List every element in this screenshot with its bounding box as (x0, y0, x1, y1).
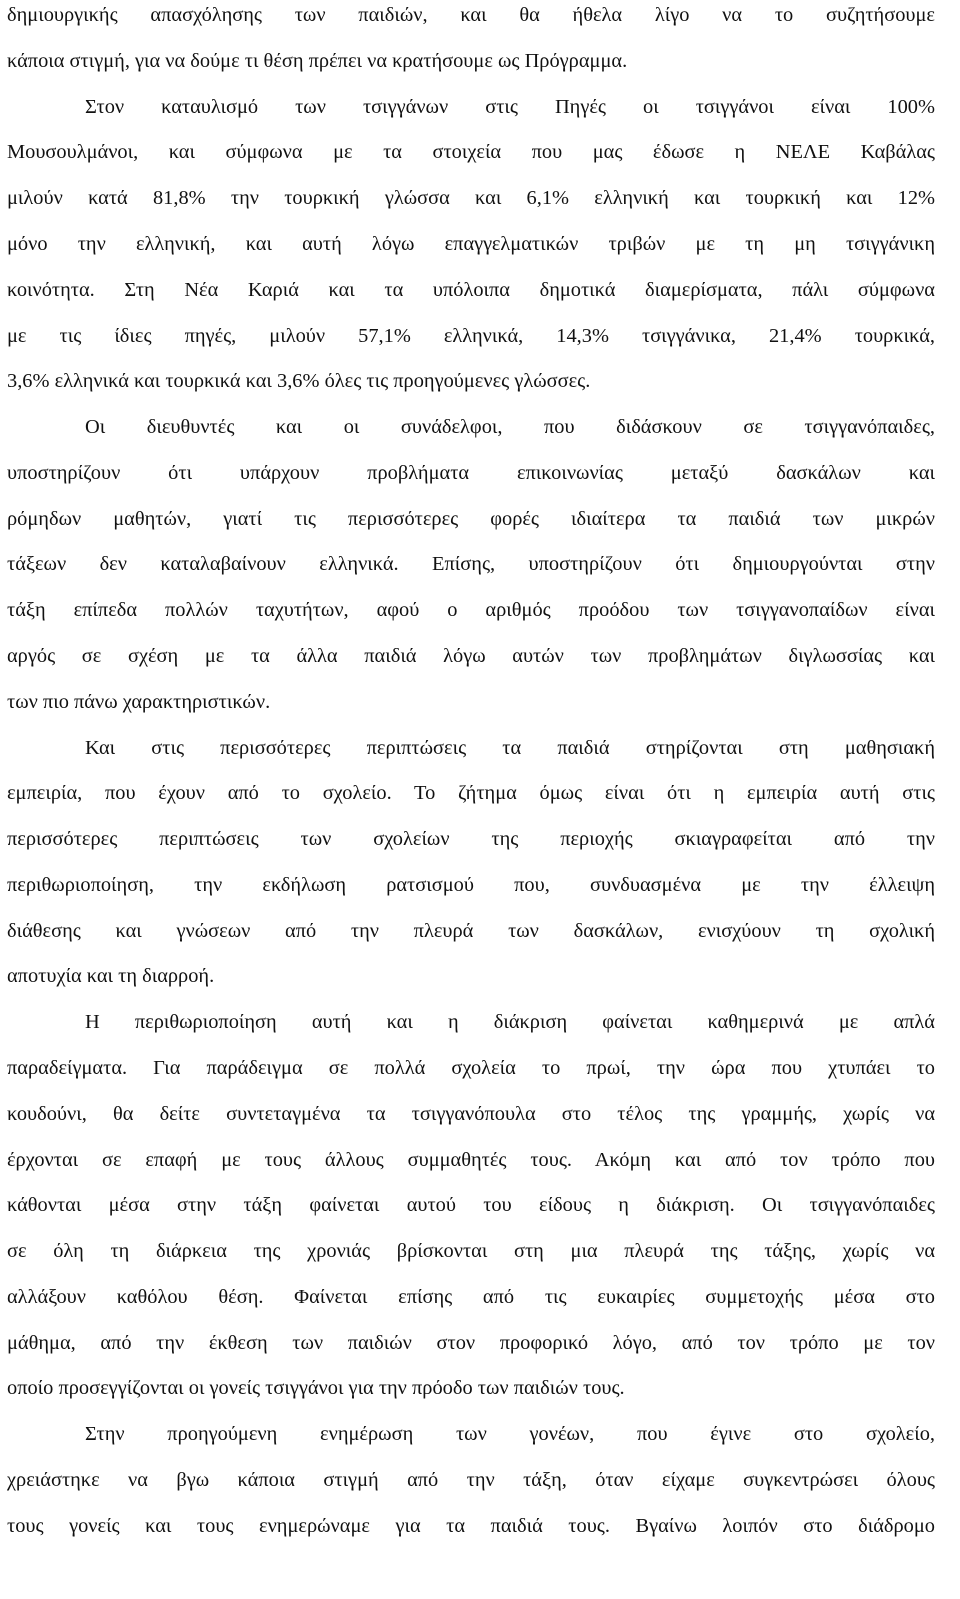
text-line: αποτυχία και τη διαρροή. (7, 965, 215, 988)
paragraph-first-line: Και στις περισσότερες περιπτώσεις τα παιδιά στηρίζονται στη μαθησιακή (85, 736, 935, 759)
text-line: παραδείγματα. Για παράδειγμα σε πολλά σχολεία το πρωί, την ώρα που χτυπάει το (7, 1056, 935, 1079)
text-line: περιθωριοποίηση, την εκδήλωση ρατσισμού που, συνδυασμένα με την έλλειψη (7, 873, 935, 896)
text-line: σε όλη τη διάρκεια της χρονιάς βρίσκονται στη μια πλευρά της τάξης, χωρίς να (7, 1240, 935, 1263)
paragraph-first-line: Η περιθωριοποίηση αυτή και η διάκριση φαίνεται καθημερινά με απλά (85, 1011, 935, 1034)
text-line: κουδούνι, θα δείτε συντεταγμένα τα τσιγγανόπουλα στο τέλος της γραμμής, χωρίς να (7, 1102, 935, 1125)
text-line: αλλάξουν καθόλου θέση. Φαίνεται επίσης από τις ευκαιρίες συμμετοχής μέσα στο (7, 1285, 935, 1308)
text-line: τους γονείς και τους ενημερώναμε για τα παιδιά τους. Βγαίνω λοιπόν στο διάδρομο (7, 1514, 935, 1537)
text-line: έρχονται σε επαφή με τους άλλους συμμαθητές τους. Ακόμη και από τον τρόπο που (7, 1148, 935, 1171)
text-line: μιλούν κατά 81,8% την τουρκική γλώσσα και 6,1% ελληνική και τουρκική και 12% (7, 187, 935, 210)
text-line: τάξεων δεν καταλαβαίνουν ελληνικά. Επίσης, υποστηρίζουν ότι δημιουργούνται στην (7, 553, 935, 576)
paragraph-first-line: Οι διευθυντές και οι συνάδελφοι, που διδάσκουν σε τσιγγανόπαιδες, (85, 416, 935, 438)
text-line: Μουσουλμάνοι, και σύμφωνα με τα στοιχεία που μας έδωσε η ΝΕΛΕ Καβάλας (7, 141, 935, 164)
paragraph-first-line: Στην προηγούμενη ενημέρωση των γονέων, που έγινε στο σχολείο, (85, 1423, 935, 1446)
text-line: μόνο την ελληνική, και αυτή λόγω επαγγελματικών τριβών με τη μη τσιγγάνικη (7, 232, 935, 255)
text-line: κάθονται μέσα στην τάξη φαίνεται αυτού του είδους η διάκριση. Οι τσιγγανόπαιδες (7, 1194, 935, 1217)
text-line: των πιο πάνω χαρακτηριστικών. (7, 690, 271, 713)
text-line: περισσότερες περιπτώσεις των σχολείων της περιοχής σκιαγραφείται από την (7, 828, 935, 850)
text-line: με τις ίδιες πηγές, μιλούν 57,1% ελληνικά, 14,3% τσιγγάνικα, 21,4% τουρκικά, (7, 324, 935, 347)
text-line: χρειάστηκε να βγω κάποια στιγμή από την τάξη, όταν είχαμε συγκεντρώσει όλους (7, 1469, 935, 1491)
text-line: δημιουργικής απασχόλησης των παιδιών, και θα ήθελα λίγο να το συζητήσουμε (7, 4, 935, 26)
text-line: οποίο προσεγγίζονται οι γονείς τσιγγάνοι για την πρόοδο των παιδιών τους. (7, 1377, 625, 1400)
text-line: ρόμηδων μαθητών, γιατί τις περισσότερες φορές ιδιαίτερα τα παιδιά των μικρών (7, 507, 935, 530)
text-line: διάθεσης και γνώσεων από την πλευρά των δασκάλων, ενισχύουν τη σχολική (7, 919, 935, 942)
text-line: αργός σε σχέση με τα άλλα παιδιά λόγω αυτών των προβλημάτων διγλωσσίας και (7, 644, 935, 667)
paragraph-first-line: Στον καταυλισμό των τσιγγάνων στις Πηγές οι τσιγγάνοι είναι 100% (85, 95, 935, 118)
text-line: υποστηρίζουν ότι υπάρχουν προβλήματα επικοινωνίας μεταξύ δασκάλων και (7, 461, 935, 484)
text-line: κοινότητα. Στη Νέα Καριά και τα υπόλοιπα δημοτικά διαμερίσματα, πάλι σύμφωνα (7, 278, 935, 301)
text-line: 3,6% ελληνικά και τουρκικά και 3,6% όλες τις προηγούμενες γλώσσες. (7, 370, 591, 393)
text-line: μάθημα, από την έκθεση των παιδιών στον προφορικό λόγο, από τον τρόπο με τον (7, 1331, 935, 1354)
text-line: εμπειρία, που έχουν από το σχολείο. Το ζήτημα όμως είναι ότι η εμπειρία αυτή στις (7, 782, 935, 805)
text-line: κάποια στιγμή, για να δούμε τι θέση πρέπει να κρατήσουμε ως Πρόγραμμα. (7, 49, 628, 72)
text-line: τάξη επίπεδα πολλών ταχυτήτων, αφού ο αριθμός προόδου των τσιγγανοπαίδων είναι (7, 599, 935, 622)
